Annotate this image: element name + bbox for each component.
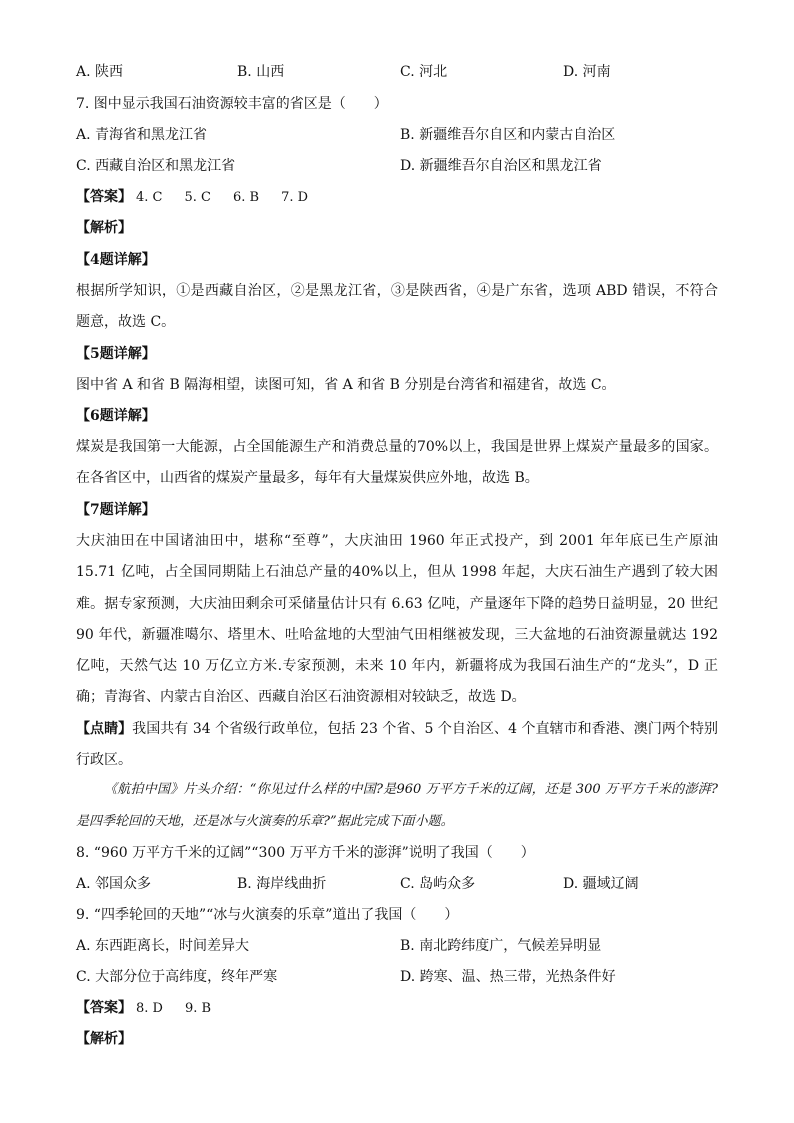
q7-option-d: D. 新疆维吾尔自治区和黑龙江省 — [400, 158, 602, 174]
answer-label: 【答案】 — [76, 189, 132, 205]
q6-option-d: D. 河南 — [563, 64, 611, 80]
q6-option-c: C. 河北 — [400, 64, 448, 80]
q7-option-a: A. 青海省和黑龙江省 — [76, 127, 208, 143]
answer-value: 5. C — [184, 190, 211, 205]
q9-option-a: A. 东西距离长，时间差异大 — [76, 938, 250, 954]
q7-stem: 7. 图中显示我国石油资源较丰富的省区是（ ） — [76, 96, 388, 112]
q8-option-c: C. 岛屿众多 — [400, 876, 476, 892]
q9-stem: 9. “四季轮回的天地”“冰与火演奏的乐章”道出了我国（ ） — [76, 907, 459, 923]
q9-option-c: C. 大部分位于高纬度，终年严寒 — [76, 969, 278, 985]
answer-value: 7. D — [281, 190, 309, 205]
q7-option-b: B. 新疆维吾尔自区和内蒙古自治区 — [400, 127, 616, 143]
q7-option-c: C. 西藏自治区和黑龙江省 — [76, 158, 236, 174]
answer-value: 6. B — [232, 190, 260, 205]
answer-line-2 — [76, 998, 726, 1019]
q4-detail-text: 根据所学知识，①是西藏自治区，②是黑龙江省，③是陕西省，④是广东省，选项 ABD 错误，不符合题意，故选 C。 — [76, 283, 718, 331]
dianjing-text: 我国共有 34 个省级行政单位，包括 23 个省、5 个自治区、4 个直辖市和香港、澳门两个特别行政区。 — [76, 721, 718, 769]
q8-option-b: B. 海岸线曲折 — [237, 876, 327, 892]
dianjing-paragraph — [76, 714, 718, 777]
q4-detail-heading: 【4题详解】 — [76, 252, 156, 268]
answer-line-1 — [76, 187, 726, 208]
q6-detail-heading: 【6题详解】 — [76, 408, 156, 424]
q9-option-d: D. 跨寒、温、热三带，光热条件好 — [400, 969, 616, 985]
q6-detail-text: 煤炭是我国第一大能源，占全国能源生产和消费总量的70%以上，我国是世界上煤炭产量最多的国家。在各省区中，山西省的煤炭产量最多，每年有大量煤炭供应外地，故选 B。 — [76, 439, 718, 487]
q8-option-d: D. 疆域辽阔 — [563, 876, 639, 892]
analysis-heading-2: 【解析】 — [76, 1031, 132, 1047]
q7-detail-heading: 【7题详解】 — [76, 502, 156, 518]
q5-detail-heading: 【5题详解】 — [76, 346, 156, 362]
q9-option-b: B. 南北跨纬度广，气候差异明显 — [400, 938, 602, 954]
answer-value: 4. C — [136, 190, 163, 205]
answer-label: 【答案】 — [76, 1000, 132, 1016]
dianjing-label: 【点睛】 — [76, 721, 133, 737]
q6-option-b: B. 山西 — [237, 64, 285, 80]
q6-option-a: A. 陕西 — [76, 64, 124, 80]
q5-detail-text: 图中省 A 和省 B 隔海相望，读图可知，省 A 和省 B 分别是台湾省和福建省，故选 C。 — [76, 377, 616, 393]
q8-stem: 8. “960 万平方千米的辽阔”“300 万平方千米的澎湃”说明了我国（ ） — [76, 845, 535, 861]
answer-value: 9. B — [184, 1001, 212, 1016]
material-intro: 《航拍中国》片头介绍：“你见过什么样的中国?是960 万平方千米的辽阔，还是 300 万平方千米的澎湃?是四季轮回的天地，还是冰与火演奏的乐章?”据此完成下面小题。 — [76, 782, 718, 829]
answer-value: 8. D — [136, 1001, 163, 1016]
q8-option-a: A. 邻国众多 — [76, 876, 152, 892]
q7-detail-text: 大庆油田在中国诸油田中，堪称“至尊”，大庆油田 1960 年正式投产，到 2001 年年底已生产原油 15.71 亿吨，占全国同期陆上石油总产量的40%以上，但从 1998 年起，大庆石油生产遇到了较大困难。据专家预测，大庆油田剩余可采储量估计只有 6.63 亿吨，产量逐年下降的趋势日益明显，20 世纪 90 年代，新疆准噶尔、塔里木、吐哈盆地的大型油气田相继被发现，三大盆地的石油资源量就达 192 亿吨，天然气达 10 万亿立方米.专家预测，未来 10 年内，新疆将成为我国石油生产的“龙头”，D 正确；青海省、内蒙古自治区、西藏自治区石油资源相对较缺乏，故选 D。 — [76, 533, 718, 706]
analysis-heading-1: 【解析】 — [76, 220, 132, 236]
